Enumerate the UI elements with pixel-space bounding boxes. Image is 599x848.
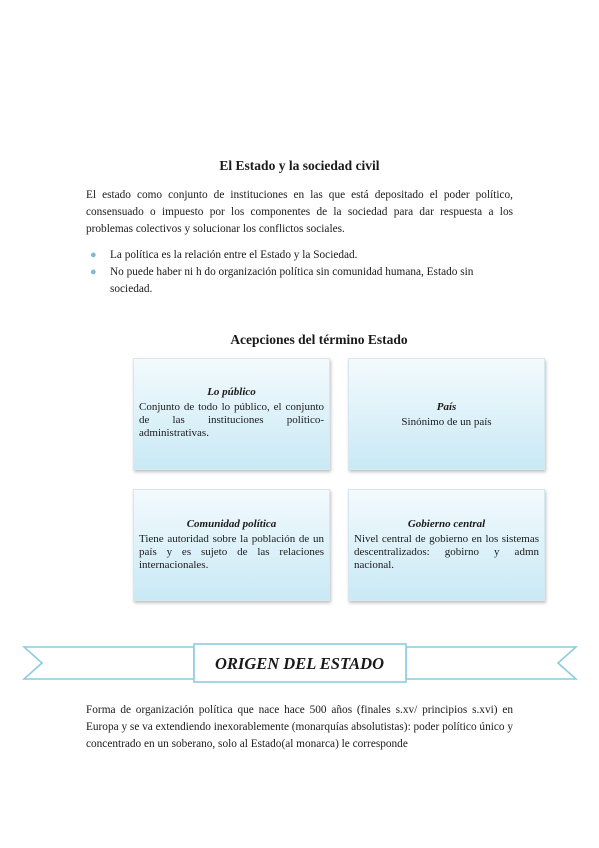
bullet-icon: ● xyxy=(90,266,97,278)
box-text: Nivel central de gobierno en los sistemas descentralizados: gobirno y admn nacional. xyxy=(354,533,539,571)
bullet-icon: ● xyxy=(90,249,97,261)
concept-box-pais xyxy=(348,358,545,470)
banner-title: ORIGEN DEL ESTADO xyxy=(214,654,384,673)
list-item xyxy=(86,264,513,298)
bullet-list xyxy=(86,247,513,298)
section-title: Acepciones del término Estado xyxy=(230,332,408,347)
box-text: Sinónimo de un país xyxy=(401,416,492,428)
concept-box-comunidad-politica xyxy=(133,489,330,601)
concept-box-gobierno-central xyxy=(348,489,545,601)
box-title: Comunidad política xyxy=(186,518,277,530)
box-title: Lo público xyxy=(207,386,256,398)
list-item xyxy=(86,247,513,264)
box-title: Gobierno central xyxy=(407,518,486,530)
page-title: El Estado y la sociedad civil xyxy=(219,158,380,173)
intro-paragraph: El estado como conjunto de instituciones en las que está depositado el poder político, consensuado o impuesto por los componentes de la sociedad para dar respuesta a los problemas colectivos y solucionar los conflictos sociales. xyxy=(86,189,513,235)
origin-paragraph: Forma de organización política que nace hace 500 años (finales s.xv/ principios s.xvi) en Europa y se va extendiendo inexorablemente (monarquías absolutistas): poder político único y concentrado en un soberano, solo al Estado(al monarca) le corresponde xyxy=(86,704,513,750)
bullet-text: La política es la relación entre el Estado y la Sociedad. xyxy=(110,249,358,261)
box-text: Conjunto de todo lo público, el conjunto de las instituciones político-administrativas. xyxy=(139,401,324,439)
box-title: País xyxy=(436,401,457,413)
bullet-text: No puede haber ni h do organización política sin comunidad humana, Estado sin sociedad. xyxy=(110,266,474,295)
concept-box-lo-publico xyxy=(133,358,330,470)
box-text: Tiene autoridad sobre la población de un país y es sujeto de las relaciones internacionales. xyxy=(139,533,324,571)
